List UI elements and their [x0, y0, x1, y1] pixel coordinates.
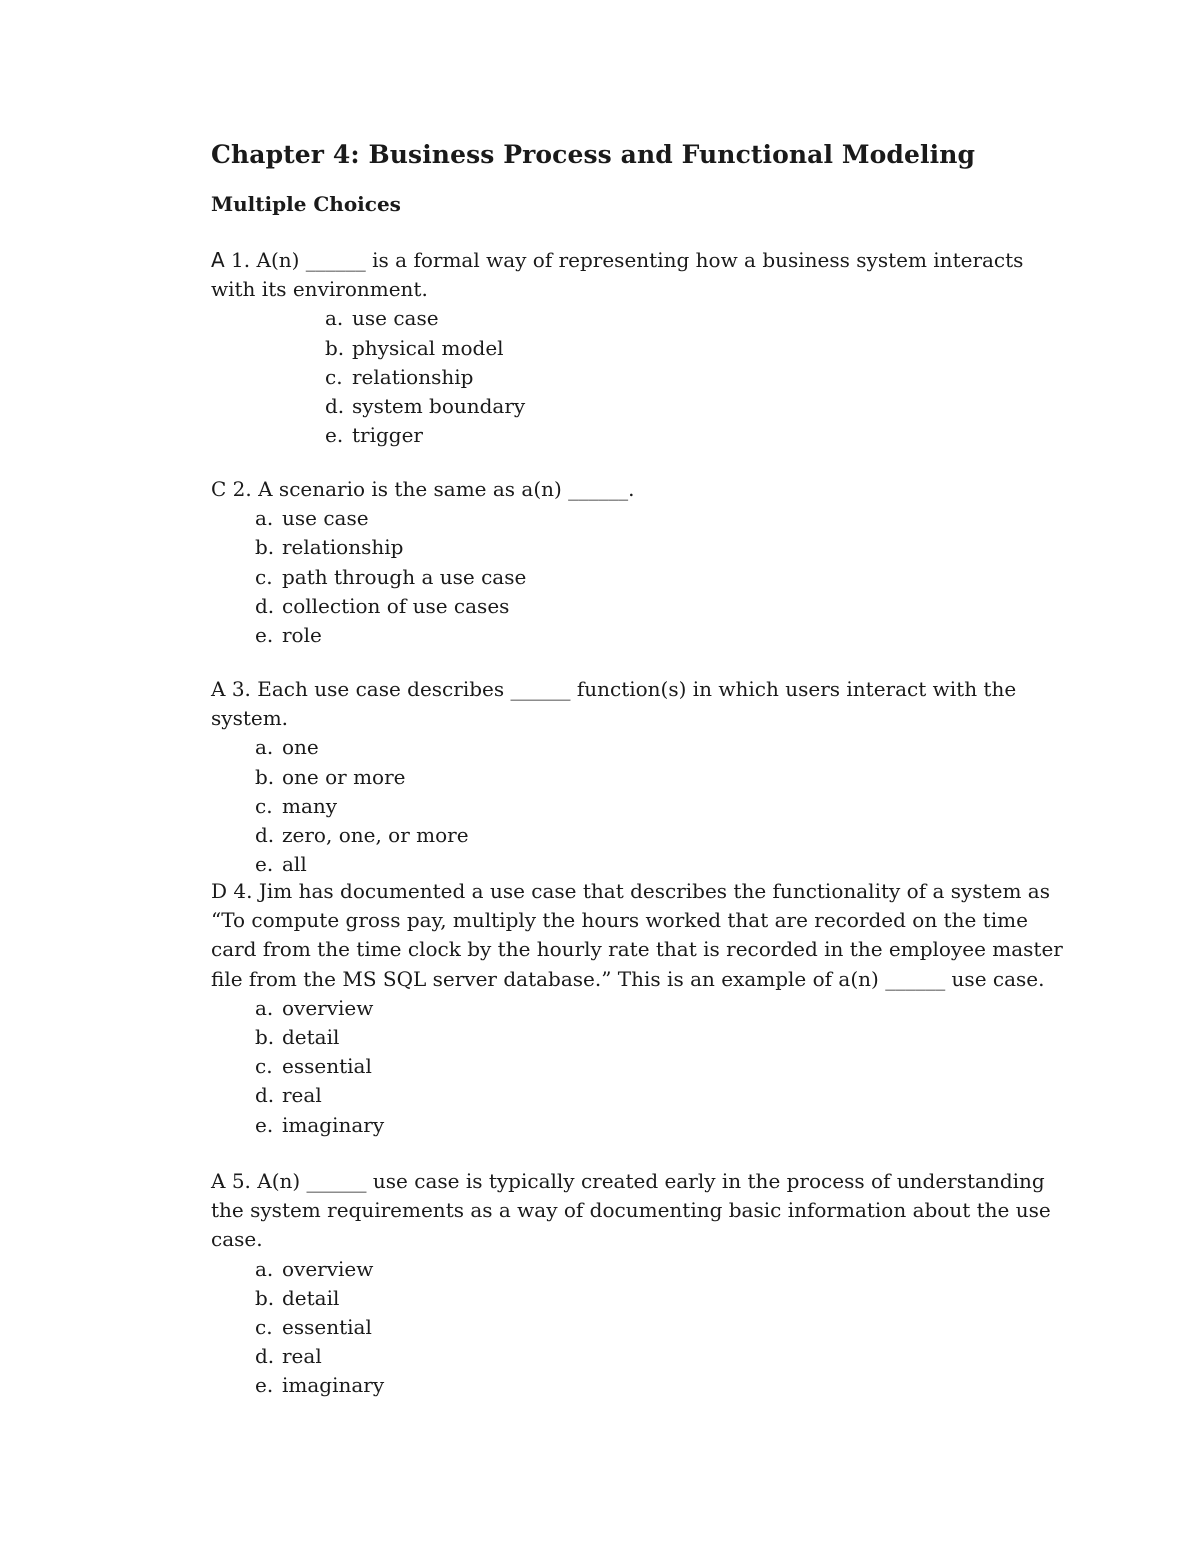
- choice-letter: a.: [255, 995, 274, 1020]
- choice-list: [211, 994, 1071, 1140]
- choice-item: [255, 1081, 1071, 1110]
- choice-letter: d.: [255, 1344, 275, 1369]
- question-stem: [211, 475, 1071, 504]
- choice-text: use case: [282, 506, 369, 531]
- choice-item: [255, 563, 1071, 592]
- answer-key: C: [211, 477, 227, 501]
- choice-item: [255, 994, 1071, 1023]
- choice-letter: e.: [255, 1112, 274, 1137]
- question-number: 4.: [233, 879, 253, 903]
- choice-item: [255, 763, 1071, 792]
- choice-letter: d.: [255, 593, 275, 618]
- question-number: 1.: [231, 248, 251, 272]
- choice-letter: c.: [255, 793, 273, 818]
- choice-item: [255, 621, 1071, 650]
- choice-letter: a.: [255, 506, 274, 531]
- choice-text: system boundary: [352, 394, 526, 419]
- choice-text: zero, one, or more: [282, 823, 469, 848]
- question-3: [211, 675, 1071, 879]
- choice-item: [255, 592, 1071, 621]
- choice-list: [211, 733, 1071, 879]
- choice-text: physical model: [352, 335, 504, 360]
- choice-text: role: [282, 623, 322, 648]
- choice-letter: d.: [255, 823, 275, 848]
- choice-text: essential: [282, 1315, 372, 1340]
- question-text: A(n) ______ is a formal way of representing how a business system interacts with its environment.: [211, 248, 1024, 302]
- question-number: 5.: [231, 1169, 251, 1193]
- question-2: [211, 475, 1071, 650]
- choice-text: imaginary: [282, 1112, 385, 1137]
- choice-list: [211, 304, 1071, 450]
- choice-item: [255, 1371, 1071, 1400]
- choice-letter: c.: [255, 1054, 273, 1079]
- question-1: [211, 246, 1071, 450]
- choice-letter: c.: [255, 1315, 273, 1340]
- choice-letter: c.: [255, 564, 273, 589]
- choice-item: [255, 850, 1071, 879]
- choice-text: many: [282, 793, 338, 818]
- answer-key: D: [211, 879, 228, 903]
- question-stem: [211, 246, 1071, 304]
- choice-letter: e.: [255, 623, 274, 648]
- choice-letter: d.: [255, 1083, 275, 1108]
- question-number: 2.: [232, 477, 252, 501]
- choice-item: [325, 363, 1071, 392]
- choice-text: collection of use cases: [282, 593, 510, 618]
- choice-item: [255, 1052, 1071, 1081]
- answer-key: A: [211, 677, 226, 701]
- choice-letter: b.: [325, 335, 345, 360]
- choice-item: [255, 1284, 1071, 1313]
- choice-list: [211, 504, 1071, 650]
- choice-text: overview: [282, 995, 374, 1020]
- section-heading: Multiple Choices: [211, 192, 401, 216]
- choice-item: [255, 533, 1071, 562]
- choice-letter: b.: [255, 1025, 275, 1050]
- choice-letter: e.: [325, 423, 344, 448]
- question-text: Jim has documented a use case that describes the functionality of a system as “To compute gross pay, multiply the hours worked that are recorded on the time card from the time clock by the hourly rate that is recorded in the employee master file from the MS SQL server database.” This is an example of a(n) ______ use case.: [211, 879, 1063, 991]
- question-4: [211, 877, 1071, 1140]
- choice-text: one: [282, 735, 319, 760]
- choice-text: use case: [352, 306, 439, 331]
- choice-letter: a.: [325, 306, 344, 331]
- question-text: A(n) ______ use case is typically created early in the process of understanding the system requirements as a way of documenting basic information about the use case.: [211, 1169, 1051, 1252]
- choice-text: real: [282, 1083, 322, 1108]
- choice-letter: b.: [255, 535, 275, 560]
- choice-text: one or more: [282, 764, 406, 789]
- choice-item: [325, 392, 1071, 421]
- choice-item: [255, 1342, 1071, 1371]
- choice-text: relationship: [352, 364, 474, 389]
- choice-text: relationship: [282, 535, 404, 560]
- question-stem: [211, 675, 1071, 733]
- choice-list: [211, 1255, 1071, 1401]
- choice-text: real: [282, 1344, 322, 1369]
- choice-letter: b.: [255, 1285, 275, 1310]
- choice-text: trigger: [352, 423, 423, 448]
- answer-key: A: [211, 1169, 226, 1193]
- choice-letter: a.: [255, 1256, 274, 1281]
- question-text: Each use case describes ______ function(s) in which users interact with the system.: [211, 677, 1017, 731]
- choice-item: [255, 733, 1071, 762]
- choice-text: detail: [282, 1285, 340, 1310]
- choice-item: [255, 1255, 1071, 1284]
- choice-item: [325, 334, 1071, 363]
- choice-item: [255, 792, 1071, 821]
- choice-item: [255, 821, 1071, 850]
- choice-letter: b.: [255, 764, 275, 789]
- choice-item: [255, 1313, 1071, 1342]
- choice-item: [255, 1111, 1071, 1140]
- choice-text: overview: [282, 1256, 374, 1281]
- choice-text: imaginary: [282, 1373, 385, 1398]
- question-5: [211, 1167, 1071, 1401]
- choice-letter: e.: [255, 852, 274, 877]
- question-stem: [211, 877, 1071, 994]
- question-number: 3.: [231, 677, 251, 701]
- choice-text: all: [282, 852, 307, 877]
- choice-letter: e.: [255, 1373, 274, 1398]
- question-stem: [211, 1167, 1071, 1255]
- choice-item: [255, 504, 1071, 533]
- choice-item: [255, 1023, 1071, 1052]
- question-text: A scenario is the same as a(n) ______.: [258, 477, 635, 501]
- answer-key: A: [211, 248, 225, 272]
- choice-item: [325, 421, 1071, 450]
- choice-text: path through a use case: [282, 564, 527, 589]
- choice-letter: a.: [255, 735, 274, 760]
- page-title: Chapter 4: Business Process and Functional Modeling: [211, 140, 976, 169]
- choice-letter: c.: [325, 364, 343, 389]
- choice-text: essential: [282, 1054, 372, 1079]
- choice-letter: d.: [325, 394, 345, 419]
- choice-item: [325, 304, 1071, 333]
- choice-text: detail: [282, 1025, 340, 1050]
